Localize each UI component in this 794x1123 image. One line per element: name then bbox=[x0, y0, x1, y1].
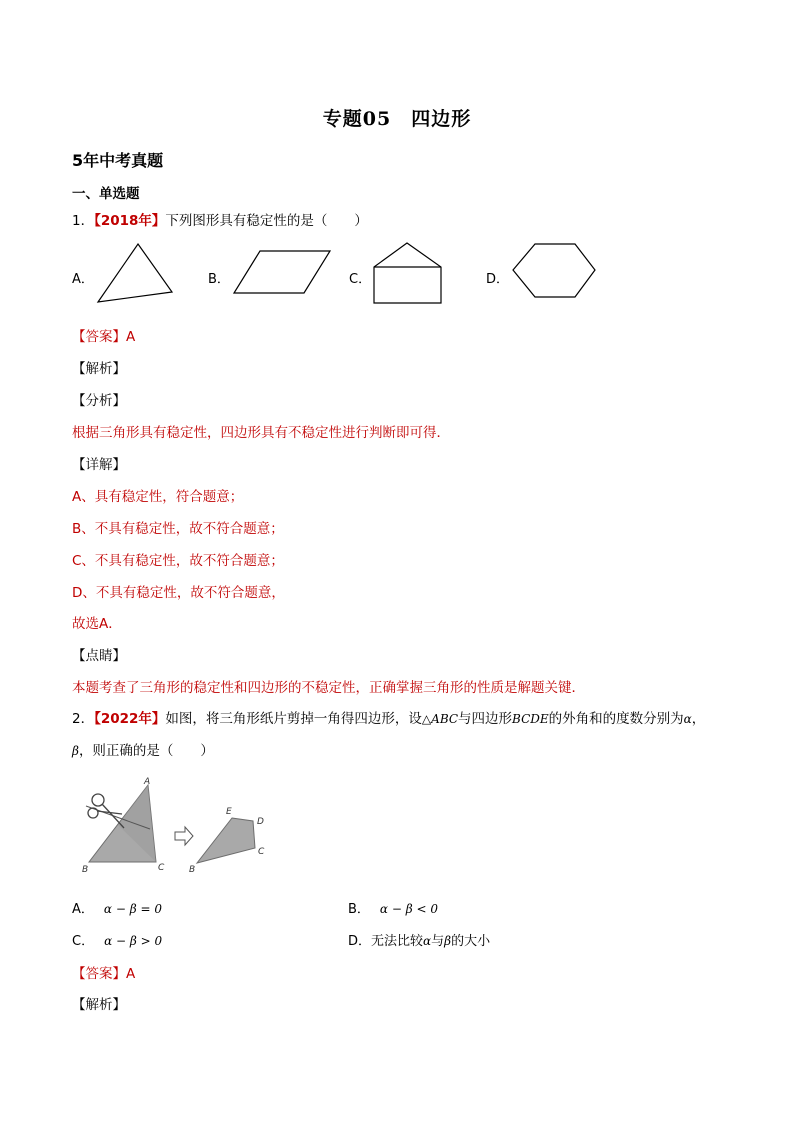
figure-label: C bbox=[258, 847, 265, 857]
question-1 bbox=[72, 209, 368, 229]
answer-label: 【答案】A bbox=[72, 966, 136, 982]
question-text: ，则正确的是（ ） bbox=[78, 743, 214, 759]
option-label: D． bbox=[348, 934, 372, 949]
parallelogram-figure bbox=[230, 248, 334, 298]
option-math: α − β = 0 bbox=[103, 902, 162, 916]
question-number: 1． bbox=[72, 213, 95, 229]
option-label-a: A． bbox=[72, 272, 94, 287]
question-2-line-2 bbox=[72, 739, 214, 759]
question-text: ， bbox=[691, 711, 706, 727]
section-heading: 5年中考真题 bbox=[72, 151, 164, 170]
triangle-cut-figure bbox=[82, 776, 272, 876]
detail-line-d: D、不具有稳定性，故不符合题意， bbox=[72, 585, 285, 601]
option-d bbox=[348, 930, 490, 949]
triangle-figure bbox=[94, 240, 178, 306]
choose-line: 故选A． bbox=[72, 616, 122, 632]
option-label: A． bbox=[72, 902, 94, 917]
beta-symbol: β bbox=[72, 744, 79, 758]
figure-label: B bbox=[189, 865, 196, 875]
detail-line-b: B、不具有稳定性，故不符合题意； bbox=[72, 521, 284, 537]
question-text: 的外角和的度数分别为 bbox=[548, 711, 684, 727]
option-a bbox=[72, 898, 162, 917]
comment-label: 【点睛】 bbox=[72, 648, 126, 664]
option-label: C． bbox=[72, 934, 95, 949]
triangle-abc-symbol: △ABC bbox=[421, 712, 459, 726]
figure-label: D bbox=[257, 817, 264, 827]
question-text: 下列图形具有稳定性的是（ ） bbox=[165, 213, 368, 229]
option-text: 的大小 bbox=[451, 934, 491, 949]
answer-label: 【答案】A bbox=[72, 329, 136, 345]
option-label-d: D． bbox=[486, 272, 510, 287]
detail-line-c: C、不具有稳定性，故不符合题意； bbox=[72, 553, 284, 569]
question-text: 如图，将三角形纸片剪掉一角得四边形，设 bbox=[165, 711, 422, 727]
analysis-sub-label: 【分析】 bbox=[72, 393, 126, 409]
page-title: 专题05 四边形 bbox=[322, 108, 472, 130]
figure-label: B bbox=[82, 865, 89, 875]
question-year: 【2022年】 bbox=[94, 711, 166, 727]
option-c bbox=[72, 930, 162, 949]
figure-label: E bbox=[226, 807, 232, 817]
detail-line-a: A、具有稳定性，符合题意； bbox=[72, 489, 244, 505]
option-label-b: B． bbox=[208, 272, 230, 287]
option-math: α − β < 0 bbox=[379, 902, 438, 916]
alpha-symbol: α bbox=[423, 934, 432, 948]
option-label: B． bbox=[348, 902, 370, 917]
question-text: 与四边形 bbox=[458, 711, 513, 727]
house-figure bbox=[370, 240, 446, 306]
alpha-symbol: α bbox=[683, 712, 692, 726]
analysis-label: 【解析】 bbox=[72, 997, 126, 1013]
hexagon-figure bbox=[508, 240, 600, 302]
figure-label: A bbox=[144, 777, 151, 787]
option-math: α − β > 0 bbox=[104, 934, 163, 948]
option-b bbox=[348, 898, 438, 917]
question-2 bbox=[72, 707, 705, 727]
option-text: 与 bbox=[431, 934, 445, 949]
quadrilateral-bcde-symbol: BCDE bbox=[512, 712, 549, 726]
detail-label: 【详解】 bbox=[72, 457, 126, 473]
beta-symbol: β bbox=[444, 934, 452, 948]
subsection-heading: 一、单选题 bbox=[72, 186, 140, 202]
analysis-text: 根据三角形具有稳定性，四边形具有不稳定性进行判断即可得． bbox=[72, 425, 450, 441]
question-year: 【2018年】 bbox=[94, 213, 166, 229]
arrow-right-icon bbox=[175, 827, 193, 845]
figure-label: C bbox=[158, 863, 165, 873]
option-text: 无法比较 bbox=[371, 934, 424, 949]
question-number: 2． bbox=[72, 711, 95, 727]
comment-text: 本题考查了三角形的稳定性和四边形的不稳定性，正确掌握三角形的性质是解题关键． bbox=[72, 680, 585, 696]
analysis-label: 【解析】 bbox=[72, 361, 126, 377]
option-label-c: C． bbox=[349, 272, 372, 287]
